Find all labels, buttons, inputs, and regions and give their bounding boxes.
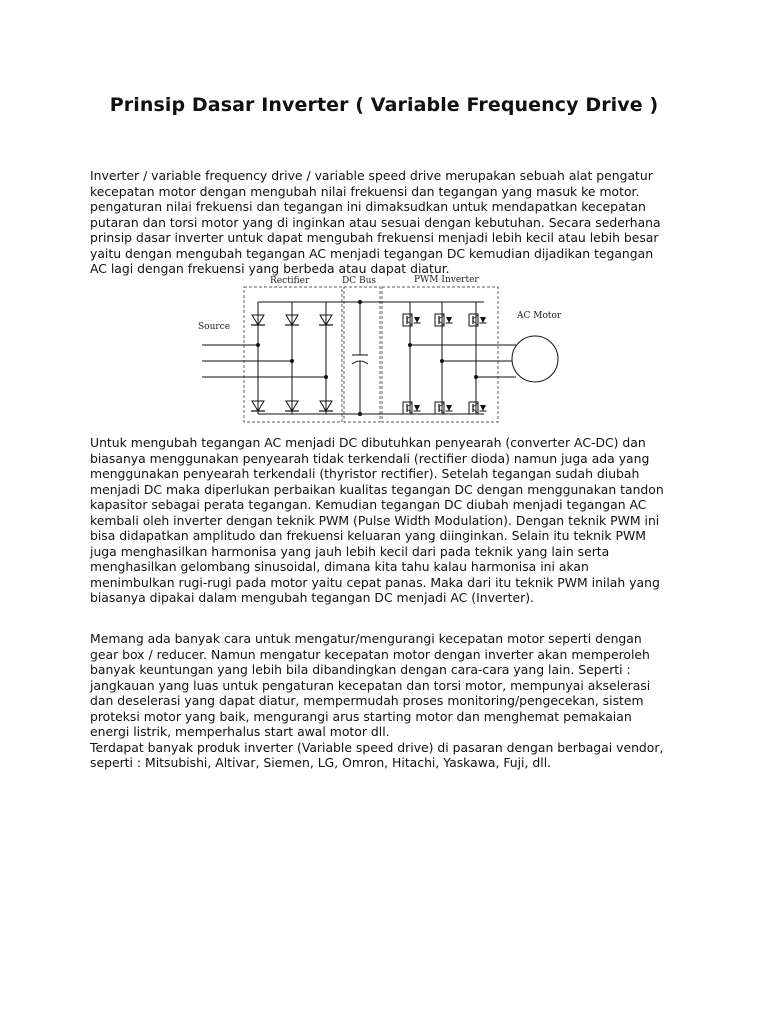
inverter-circuit-diagram [192, 270, 574, 430]
page-title: Prinsip Dasar Inverter ( Variable Frequency Drive ) [109, 94, 659, 116]
ac-motor-symbol [512, 336, 558, 382]
paragraph-line: Inverter / variable frequency drive / variable speed drive merupakan sebuah alat pengatur [90, 168, 653, 183]
paragraph-line: bisa didapatkan amplitudo dan frekuensi keluaran yang diinginkan. Selain itu teknik PWM [90, 528, 646, 543]
paragraph-line: jangkauan yang luas untuk pengaturan kecepatan dan torsi motor, mempunyai akselerasi [90, 677, 651, 693]
paragraph-line: Untuk mengubah tegangan AC menjadi DC dibutuhkan penyearah (converter AC-DC) dan [90, 435, 646, 450]
paragraph-line: menimbulkan rugi-rugi pada motor yaitu cepat panas. Maka dari itu teknik PWM inilah yang [90, 574, 660, 590]
paragraph-line: juga menghasilkan harmonisa yang jauh lebih kecil dari pada teknik yang lain serta [90, 543, 610, 559]
paragraph-line: Terdapat banyak produk inverter (Variable speed drive) di pasaran dengan berbagai vendor, [90, 739, 664, 755]
dc-bus-capacitor [352, 301, 368, 416]
label-dc-bus: DC Bus [342, 276, 376, 286]
paragraph-line: Memang ada banyak cara untuk mengatur/mengurangi kecepatan motor seperti dengan [90, 631, 642, 646]
paragraph-line: energi listrik, memperhalus start awal motor dll. [90, 724, 390, 739]
source-lines [202, 344, 328, 379]
paragraph-line: kembali oleh inverter dengan teknik PWM (Pulse Width Modulation). Dengan teknik PWM ini [90, 512, 660, 528]
paragraph-line: menghasilkan gelombang sinusoidal, dimana kita tahu kalau harmonisa ini akan [90, 559, 589, 574]
inverter-legs [410, 302, 476, 414]
paragraph-line: banyak keuntungan yang lebih bila dibandingkan dengan cara-cara yang lain. Seperti : [90, 662, 631, 677]
paragraph-line: dan deselerasi yang dapat diatur, mempermudah proses monitoring/pengecekan, sistem [90, 693, 644, 708]
paragraph-line: prinsip dasar inverter untuk dapat mengubah frekuensi menjadi lebih kecil atau lebih besar [90, 230, 659, 245]
paragraph-line: biasanya dipakai dalam mengubah tegangan DC menjadi AC (Inverter). [90, 590, 534, 605]
paragraph-advantages [90, 631, 680, 771]
paragraph-line: seperti : Mitsubishi, Altivar, Siemen, LG, Omron, Hitachi, Yaskawa, Fuji, dll. [90, 755, 552, 770]
paragraph-line: yaitu dengan mengubah tegangan AC menjadi tegangan DC kemudian dijadikan tegangan [90, 245, 654, 261]
paragraph-line: menggunakan penyearah terkendali (thyristor rectifier). Setelah tegangan sudah diubah [90, 466, 640, 481]
paragraph-line: AC lagi dengan frekuensi yang berbeda atau dapat diatur. [90, 261, 450, 276]
rectifier-diodes [258, 302, 326, 414]
section-boxes [244, 287, 498, 422]
paragraph-line: pengaturan nilai frekuensi dan tegangan ini dimaksudkan untuk mendapatkan kecepatan [90, 199, 646, 214]
paragraph-line: putaran dan torsi motor yang di inginkan atau sesuai dengan kebutuhan. Secara sederhana [90, 214, 661, 230]
paragraph-line: gear box / reducer. Namun mengatur kecepatan motor dengan inverter akan memperoleh [90, 646, 650, 662]
label-ac-motor: AC Motor [517, 311, 562, 321]
label-source: Source [198, 322, 231, 332]
paragraph-line: biasanya menggunakan penyearah tidak terkendali (rectifier dioda) namun juga ada yang [90, 450, 650, 466]
paragraph-line: kecepatan motor dengan mengubah nilai frekuensi dan tegangan yang masuk ke motor. [90, 183, 640, 199]
motor-lines [409, 344, 517, 379]
label-pwm-inverter: PWM Inverter [414, 275, 479, 285]
label-rectifier: Rectifier [270, 276, 310, 286]
paragraph-line: kapasitor sebagai perata tegangan. Kemudian tegangan DC diubah menjadi tegangan AC [90, 497, 647, 512]
paragraph-conversion [90, 435, 680, 606]
paragraph-line: menjadi DC maka diperlukan perbaikan kualitas tegangan DC dengan menggunakan tandon [90, 481, 664, 497]
paragraph-line: proteksi motor yang baik, mengurangi arus starting motor dan menghemat pemakaian [90, 708, 632, 724]
paragraph-intro [90, 168, 680, 277]
